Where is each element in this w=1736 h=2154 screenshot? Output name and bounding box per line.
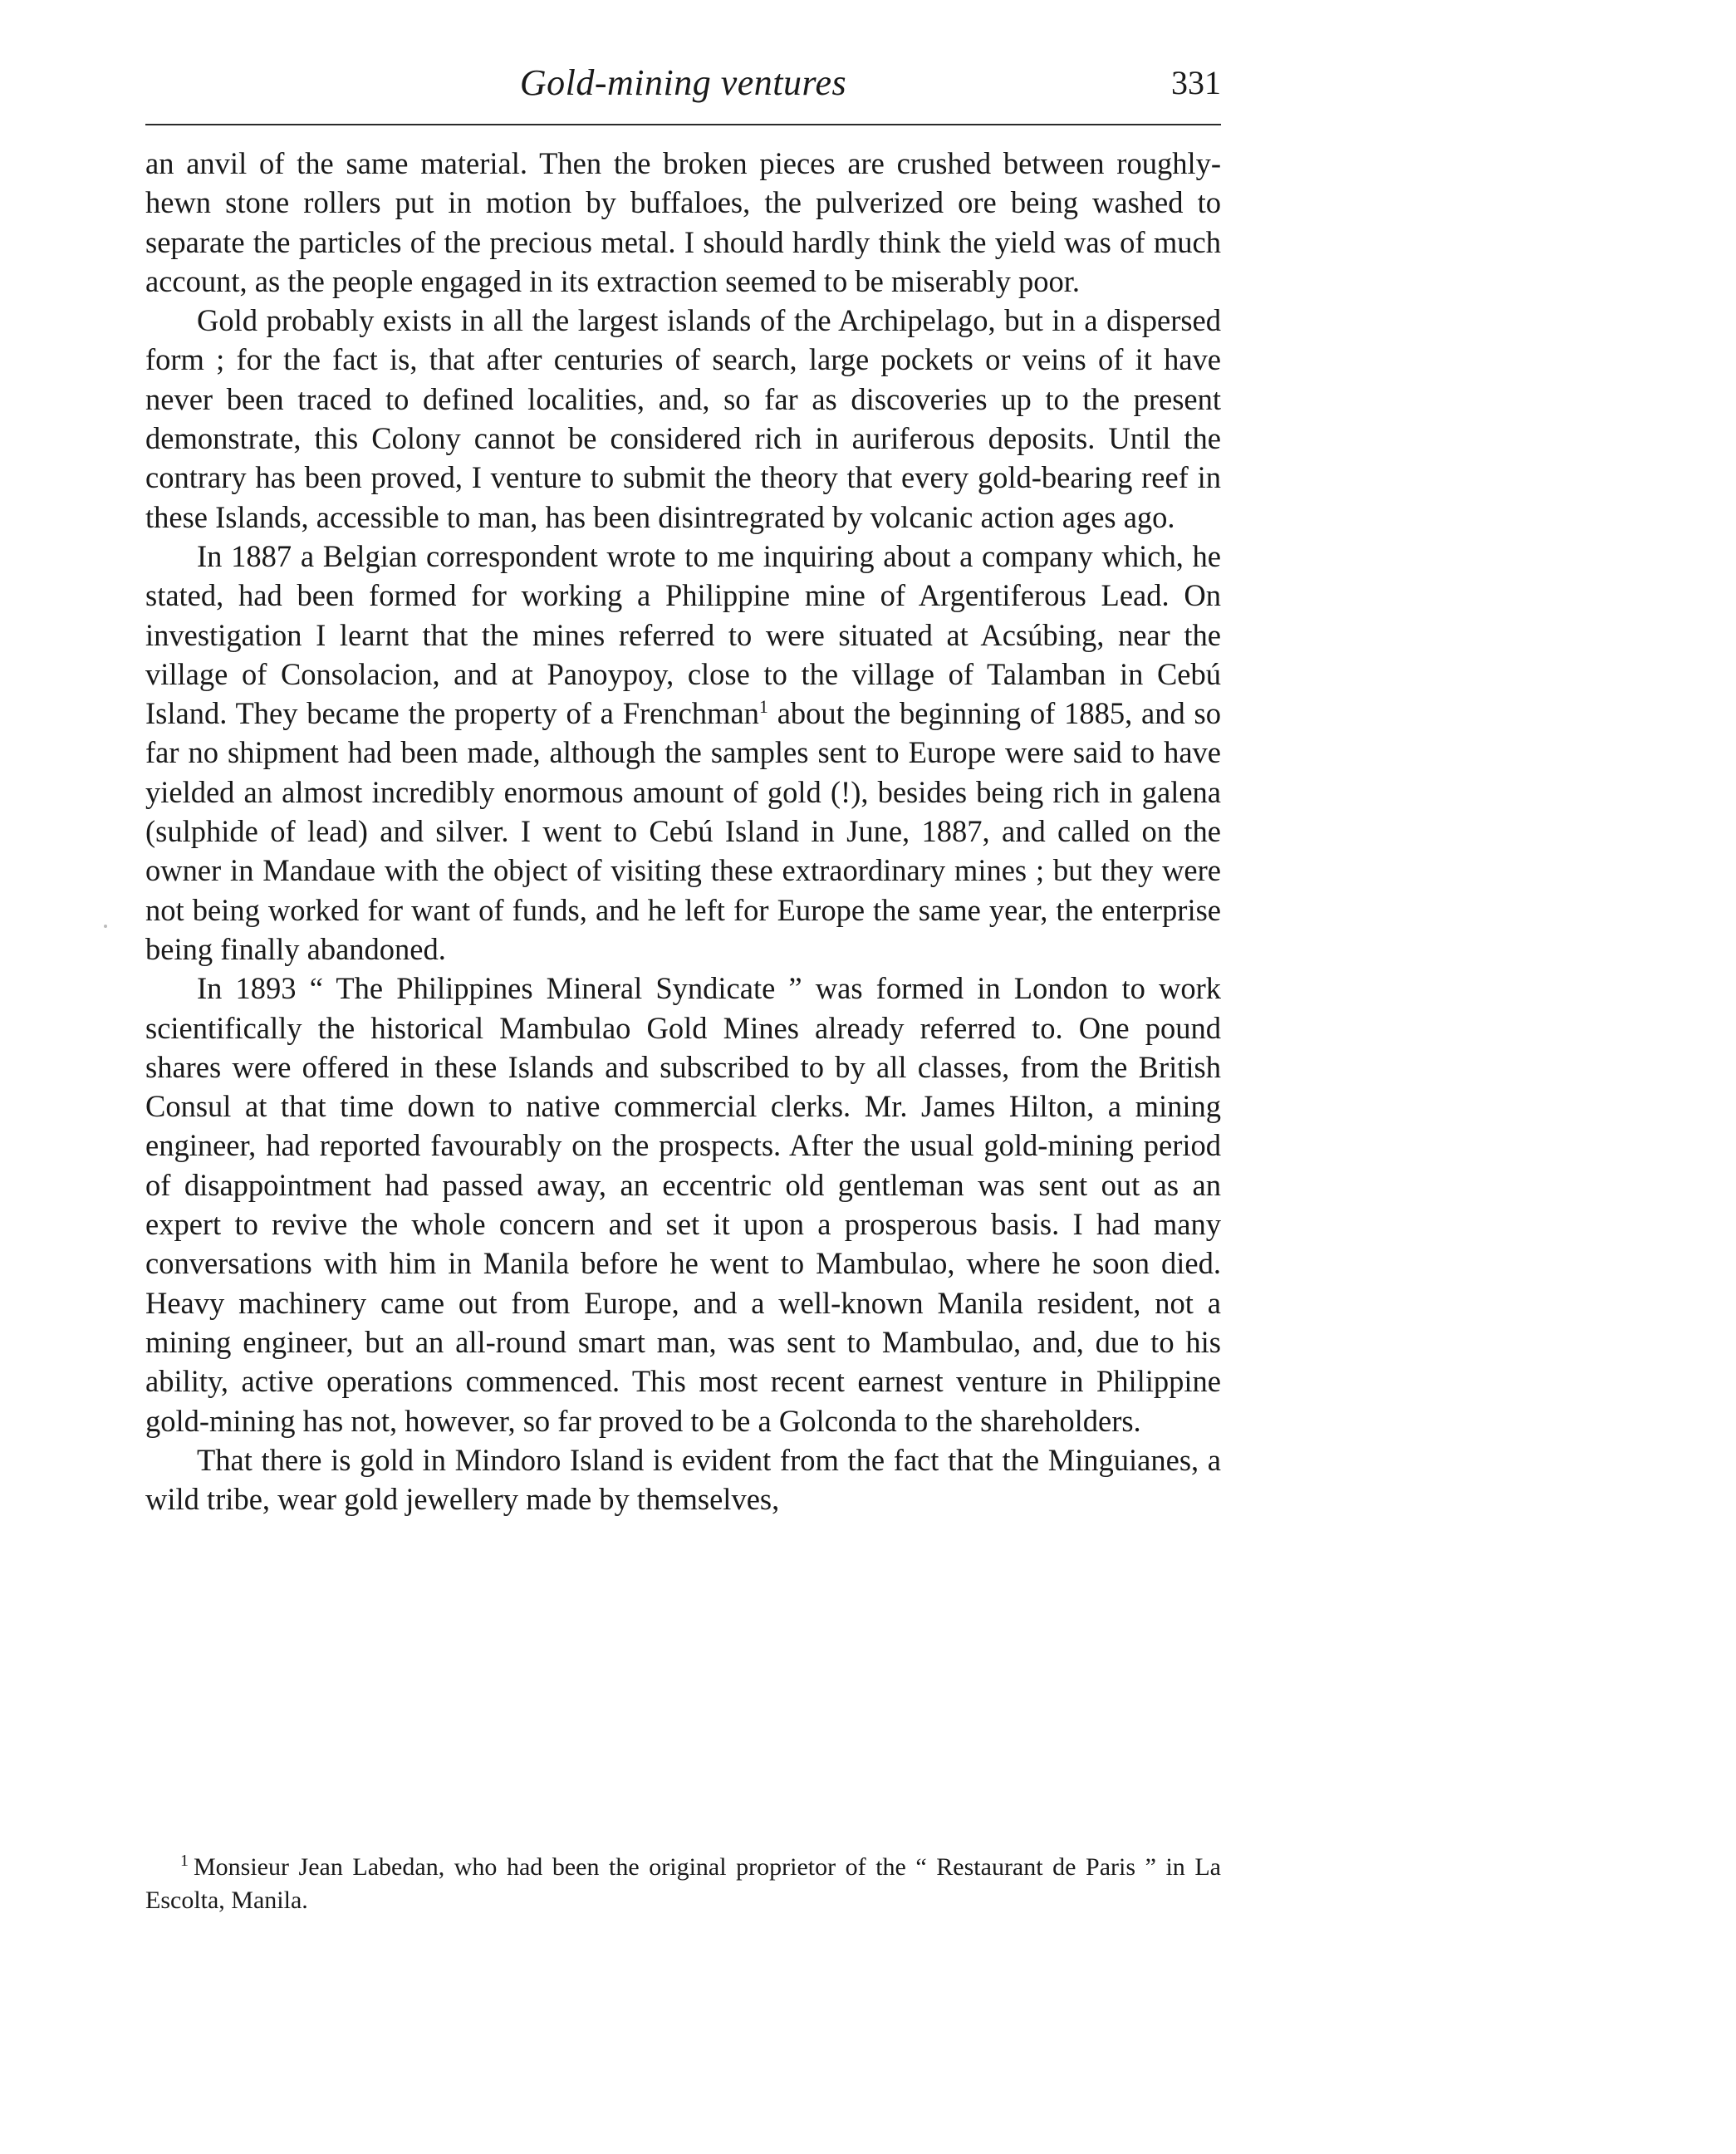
- paragraph-3-text-b: about the beginning of 1885, and so far no shipment had been made, although the samples sent to Europe were said to have yielded an almost incredibly enormous amount of gold (!), besides being rich in galena (sulphide of lead) and silver. I went to Cebú Island in June, 1887, and called on the owner in Mandaue with the object of visiting these extraordinary mines ; but they were not being worked for want of funds, and he left for Europe the same year, the enterprise being finally abandoned.: [145, 696, 1221, 966]
- paragraph-4: In 1893 “ The Philippines Mineral Syndicate ” was formed in London to work scientifically the historical Mambulao Gold Mines already referred to. One pound shares were offered in these Islands and subscribed to by all classes, from the British Consul at that time down to native commercial clerks. Mr. James Hilton, a mining engineer, had reported favourably on the prospects. After the usual gold-mining period of disappointment had passed away, an eccentric old gentleman was sent out as an expert to revive the whole concern and set it upon a prosperous basis. I had many conversations with him in Manila before he went to Mambulao, where he soon died. Heavy machinery came out from Europe, and a well-known Manila resident, not a mining engineer, but an all-round smart man, was sent to Mambulao, and, due to his ability, active operations commenced. This most recent earnest venture in Philippine gold-mining has not, however, so far proved to be a Golconda to the shareholders.: [145, 971, 1221, 1438]
- running-title: Gold-mining ventures: [519, 62, 847, 103]
- paragraph-1: an anvil of the same material. Then the broken pieces are crushed between roughly-hewn stone rollers put in motion by buffaloes, the pulverized ore being washed to separate the particles of the precious metal. I should hardly think the yield was of much account, as the people engaged in its extraction seemed to be miserably poor.: [145, 146, 1221, 298]
- footnote-1: [145, 1851, 1221, 1917]
- body-text: [145, 144, 1221, 1519]
- footnote-mark: 1: [180, 1852, 189, 1870]
- header-rule: [145, 124, 1221, 125]
- footnote-reference: 1: [758, 696, 768, 717]
- footnotes: [145, 1851, 1221, 1917]
- page-header: [145, 58, 1221, 120]
- paragraph-5: That there is gold in Mindoro Island is evident from the fact that the Minguianes, a wild tribe, wear gold jewellery made by themselves,: [145, 1442, 1221, 1517]
- footnote-text: Monsieur Jean Labedan, who had been the original proprietor of the “ Restaurant de Paris ” in La Escolta, Manila.: [145, 1853, 1221, 1914]
- paragraph-2: Gold probably exists in all the largest islands of the Archipelago, but in a dispersed form ; for the fact is, that after centuries of search, large pockets or veins of it have never been traced to defined localities, and, so far as discoveries up to the present demonstrate, this Colony cannot be considered rich in auriferous deposits. Until the contrary has been proved, I venture to submit the theory that every gold-bearing reef in these Islands, accessible to man, has been disintregrated by volcanic action ages ago.: [145, 303, 1221, 534]
- margin-speck: [104, 925, 107, 928]
- paragraph-3-text-a: In 1887 a Belgian correspondent wrote to me inquiring about a company which, he stated, had been formed for working a Philippine mine of Argentiferous Lead. On investigation I learnt that the mines referred to were situated at Acsúbing, near the village of Consolacion, and at Panoypoy, close to the village of Talamban in Cebú Island. They became the property of a Frenchman: [145, 538, 1221, 731]
- paragraph-3: [145, 537, 1221, 969]
- page-number: 331: [1171, 64, 1221, 101]
